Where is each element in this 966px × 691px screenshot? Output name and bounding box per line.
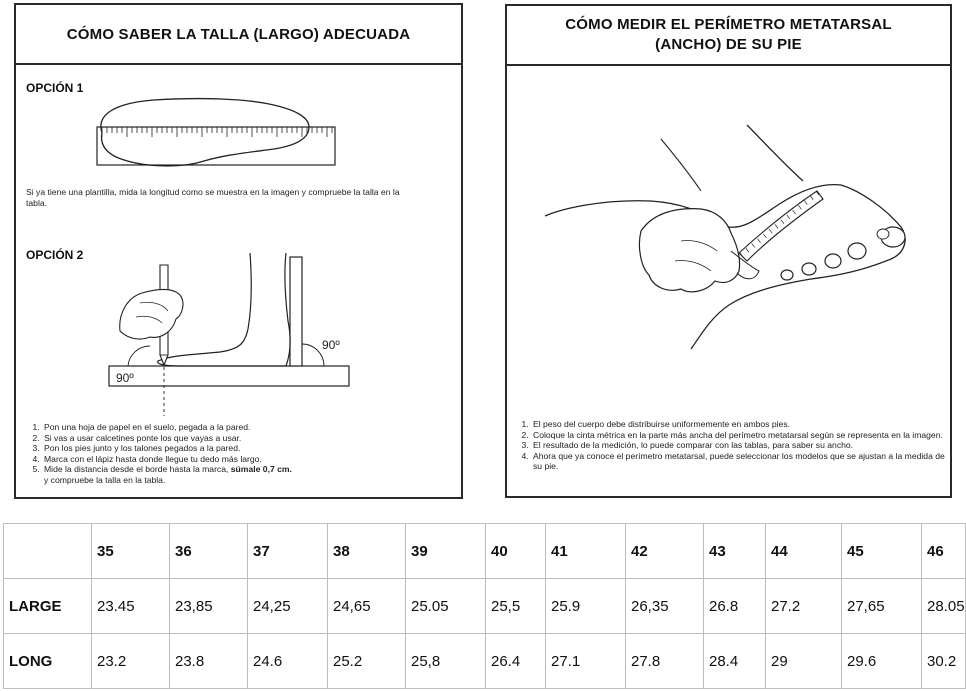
length-step: 1. Pon una hoja de papel en el suelo, pegada a la pared. (42, 422, 462, 433)
width-step: 2. Coloque la cinta métrica en la parte más ancha del perímetro metatarsal según se representa en la imagen. (531, 430, 951, 441)
length-step: 3. Pon los pies junto y los talones pegados a la pared. (42, 443, 462, 454)
row-label: LARGE (4, 579, 92, 634)
size-header-row (4, 524, 966, 579)
size-header-cell: 35 (92, 524, 170, 579)
length-step: 2. Si vas a usar calcetines ponte los que vayas a usar. (42, 433, 462, 444)
measurement-cell: 26.4 (486, 634, 546, 689)
measurement-cell: 24,25 (248, 579, 328, 634)
length-guide-title: CÓMO SABER LA TALLA (LARGO) ADECUADA (16, 5, 461, 65)
step5-text-end: y compruebe la talla en la tabla. (44, 474, 166, 485)
width-guide-panel (505, 4, 952, 498)
size-header-cell: 43 (704, 524, 766, 579)
measurement-cell: 28.05 (922, 579, 966, 634)
length-step (42, 464, 462, 485)
step5-text: Mide la distancia desde el borde hasta la marca, (44, 464, 231, 475)
measurement-cell: 23.8 (170, 634, 248, 689)
table-row (4, 579, 966, 634)
option1-title: OPCIÓN 1 (26, 81, 84, 95)
measurement-cell: 27.2 (766, 579, 842, 634)
foot-measuring-tape-illustration (541, 121, 921, 351)
measurement-cell: 28.4 (704, 634, 766, 689)
width-step: 1. El peso del cuerpo debe distribuirse uniformemente en ambos pies. (531, 419, 951, 430)
measurement-cell: 25,5 (486, 579, 546, 634)
size-header-cell: 41 (546, 524, 626, 579)
table-row (4, 634, 966, 689)
corner-cell (4, 524, 92, 579)
length-step: 4. Marca con el lápiz hasta donde llegue tu dedo más largo. (42, 454, 462, 465)
measurement-cell: 27,65 (842, 579, 922, 634)
measurement-cell: 27.8 (626, 634, 704, 689)
measurement-cell: 26,35 (626, 579, 704, 634)
measurement-cell: 24.6 (248, 634, 328, 689)
width-step: 4. Ahora que ya conoce el perímetro metatarsal, puede seleccionar los modelos que se ajustan a la medida de su pie. (531, 451, 951, 472)
size-header-cell: 39 (406, 524, 486, 579)
angle-label-left: 90º (116, 371, 134, 385)
measurement-cell: 23.2 (92, 634, 170, 689)
measurement-cell: 23.45 (92, 579, 170, 634)
measurement-cell: 25.2 (328, 634, 406, 689)
measurement-cell: 25,8 (406, 634, 486, 689)
size-header-cell: 44 (766, 524, 842, 579)
insole-ruler-illustration (94, 93, 339, 169)
measurement-cell: 25.05 (406, 579, 486, 634)
measurement-cell: 27.1 (546, 634, 626, 689)
foot-wall-pencil-illustration (80, 251, 370, 416)
size-header-cell: 36 (170, 524, 248, 579)
size-header-cell: 40 (486, 524, 546, 579)
measurement-cell: 25.9 (546, 579, 626, 634)
size-header-cell: 46 (922, 524, 966, 579)
length-guide-panel (14, 3, 463, 499)
width-guide-title: CÓMO MEDIR EL PERÍMETRO METATARSAL (ANCHO) DE SU PIE (507, 6, 950, 66)
measurement-cell: 26.8 (704, 579, 766, 634)
step5-bold-text: súmale 0,7 cm. (230, 464, 292, 475)
size-header-cell: 38 (328, 524, 406, 579)
option1-text: Si ya tiene una plantilla, mida la longitud como se muestra en la imagen y compruebe la talla en la tabla. (26, 187, 400, 208)
option2-title: OPCIÓN 2 (26, 248, 84, 262)
size-header-cell: 45 (842, 524, 922, 579)
width-step: 3. El resultado de la medición, lo puede comparar con las tablas, para saber su ancho. (531, 440, 951, 451)
measurement-cell: 29 (766, 634, 842, 689)
measurement-cell: 29.6 (842, 634, 922, 689)
measurement-cell: 30.2 (922, 634, 966, 689)
row-label: LONG (4, 634, 92, 689)
width-steps-list (517, 419, 951, 472)
size-header-cell: 42 (626, 524, 704, 579)
length-steps-list (28, 422, 462, 486)
size-header-cell: 37 (248, 524, 328, 579)
size-table (3, 523, 966, 689)
angle-label-right: 90º (322, 338, 340, 352)
measurement-cell: 23,85 (170, 579, 248, 634)
measurement-cell: 24,65 (328, 579, 406, 634)
